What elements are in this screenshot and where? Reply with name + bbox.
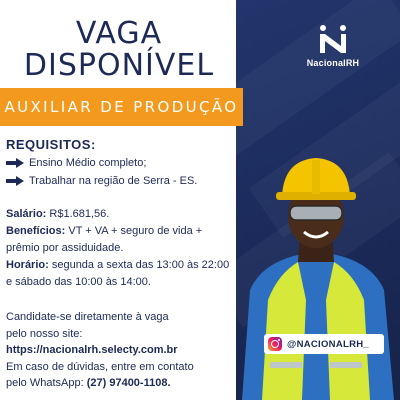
- apply-line-1: Candidate-se diretamente à vaga: [6, 311, 169, 323]
- nacionalrh-logo-icon: [313, 22, 353, 56]
- salary: [6, 206, 236, 223]
- arrow-right-icon: [6, 176, 24, 186]
- whatsapp-phone[interactable]: (27) 97400-1108.: [86, 377, 171, 389]
- salary-value: R$1.681,56.: [46, 208, 110, 220]
- worker-photo: [232, 150, 400, 400]
- list-item: [6, 154, 197, 172]
- requirements-heading: REQUISITOS:: [6, 137, 96, 152]
- whatsapp-line: [6, 375, 236, 392]
- requirement-text: Trabalhar na região de Serra - ES.: [29, 175, 198, 187]
- page-title: [14, 18, 224, 82]
- brand-name: NacionalRH: [306, 58, 360, 68]
- requirement-text: Ensino Médio completo;: [29, 157, 147, 169]
- instagram-handle: @NACIONALRH_: [287, 338, 370, 350]
- requirements-list: [6, 154, 197, 190]
- title-line-1: VAGA: [75, 16, 163, 51]
- schedule-label: Horário:: [6, 259, 49, 271]
- salary-label: Salário:: [6, 208, 47, 220]
- benefits: [6, 223, 236, 257]
- instagram-badge[interactable]: [264, 334, 384, 354]
- site-link[interactable]: https://nacionalrh.selecty.com.br: [6, 344, 178, 356]
- benefits-value: VT + VA + seguro de vida + prêmio por assiduidade.: [6, 225, 203, 254]
- whatsapp-prefix: pelo WhatsApp:: [6, 377, 87, 389]
- job-details: [6, 206, 236, 291]
- title-line-2: DISPONÍVEL: [23, 48, 215, 83]
- benefits-label: Benefícios:: [6, 225, 66, 237]
- application-info: [6, 309, 236, 392]
- schedule-value: segunda a sexta das 13:00 às 22:00 e sábado das 10:00 às 14:00.: [6, 259, 230, 288]
- list-item: [6, 172, 197, 190]
- brand-logo: [300, 22, 366, 68]
- instagram-icon: [268, 337, 282, 351]
- apply-line-2: pelo nosso site:: [6, 327, 83, 340]
- apply-line-4: Em caso de dúvidas, entre em contato: [6, 360, 194, 373]
- arrow-right-icon: [6, 158, 24, 168]
- position-title: AUXILIAR DE PRODUÇÃO: [4, 98, 239, 116]
- schedule: [6, 257, 236, 291]
